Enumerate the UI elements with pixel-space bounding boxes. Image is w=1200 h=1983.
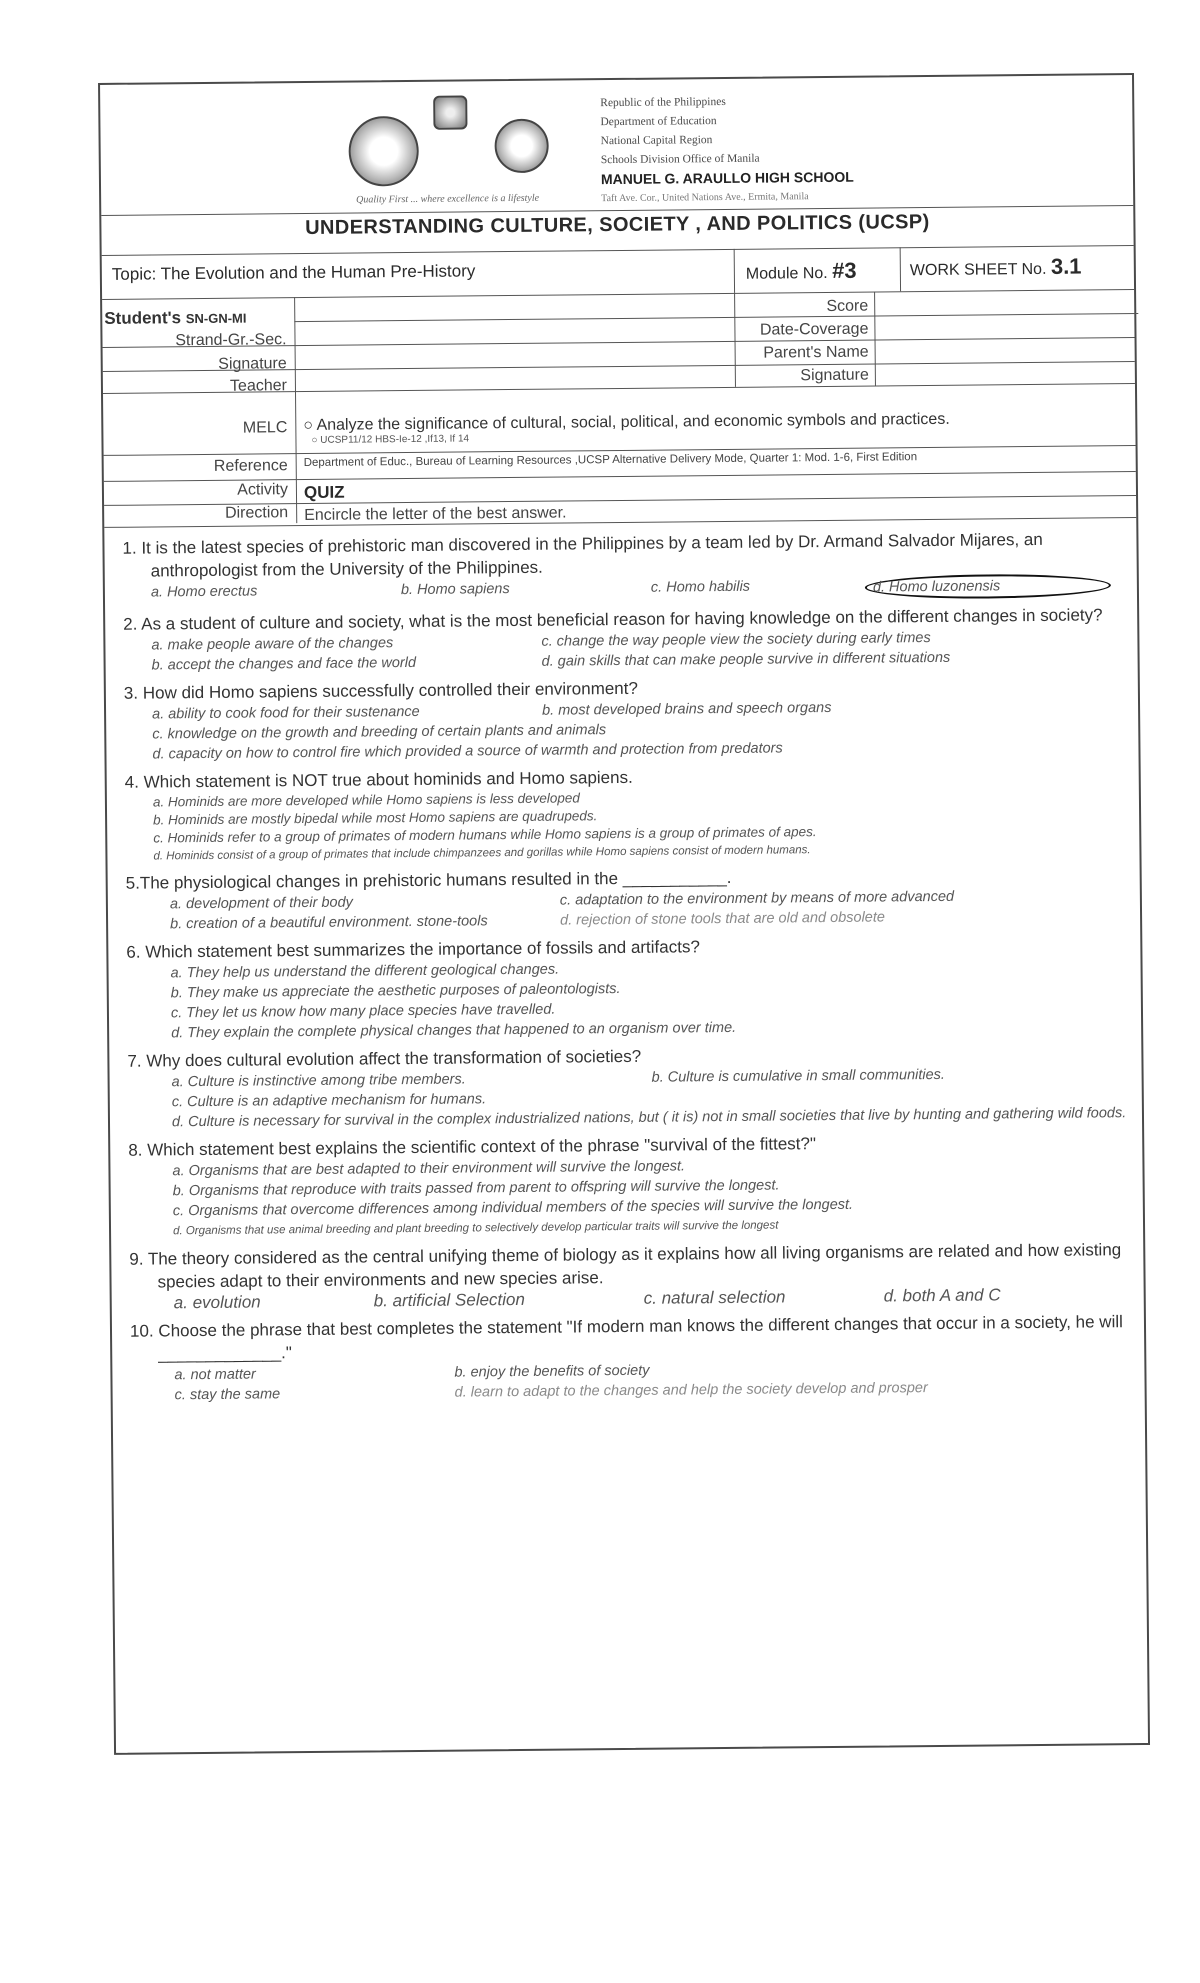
topic: Topic: The Evolution and the Human Pre-History — [111, 261, 476, 284]
option[interactable]: a. development of their body — [169, 894, 353, 913]
option[interactable]: b. accept the changes and face the world — [151, 654, 417, 674]
question-stem: 5.The physiological changes in prehistoric humans resulted in the ___________. — [125, 867, 732, 893]
question-7 — [127, 1040, 1138, 1133]
option[interactable]: c. adaptation to the environment by means of more advanced — [559, 888, 955, 909]
question-1 — [122, 527, 1133, 607]
parent-signature-label: Signature — [800, 366, 869, 385]
option[interactable]: b. most developed brains and speech organs — [541, 699, 832, 719]
divider — [734, 249, 735, 293]
question-stem: 6. Which statement best summarizes the importance of fossils and artifacts? — [126, 937, 700, 962]
activity-text: QUIZ — [303, 482, 345, 503]
direction-label: Direction — [224, 504, 289, 522]
question-10 — [130, 1310, 1141, 1406]
question-stem: 4. Which statement is NOT true about hominids and Homo sapiens. — [124, 767, 633, 792]
option[interactable]: c. natural selection — [643, 1287, 786, 1308]
question-stem: 1. It is the latest species of prehistoric man discovered in the Philippines by a team led by Dr. Armand Salvador Mijares, an anthropologist from the University of the Philippines. — [122, 529, 1043, 581]
divider — [294, 313, 1138, 322]
option[interactable]: a. evolution — [173, 1292, 261, 1313]
school-motto: Quality First ... where excellence is a lifestyle — [356, 192, 540, 206]
option[interactable]: c. They let us know how many place species have travelled. — [170, 1001, 556, 1022]
teacher-label: Teacher — [229, 377, 288, 395]
option[interactable]: d. Culture is necessary for survival in the complex industrialized nations, but ( it is) not in small societies that live by hunting and gathering wild foods. — [171, 1105, 1127, 1131]
agency-block — [600, 92, 854, 208]
direction-text: Encircle the letter of the best answer. — [304, 504, 567, 525]
option[interactable]: b. Hominids are mostly bipedal while most Homo sapiens are quadrupeds. — [153, 808, 598, 828]
option[interactable]: c. Homo habilis — [650, 578, 751, 596]
question-stem: 9. The theory considered as the central unifying theme of biology as it explains how all living organisms are related and how existing species adapt to their environments and new species arise. — [129, 1240, 1122, 1292]
option[interactable]: a. not matter — [174, 1366, 256, 1384]
worksheet — [98, 73, 1150, 1755]
question-stem: 10. Choose the phrase that best completes the statement "If modern man knows the different changes that occur in a society, he will _____________." — [129, 1312, 1123, 1364]
school-seal-icon — [348, 116, 419, 187]
option[interactable]: b. Organisms that reproduce with traits passed from parent to offspring will survive the longest. — [172, 1177, 780, 1200]
reference-label: Reference — [213, 457, 288, 475]
question-6 — [126, 931, 1137, 1044]
division-seal-icon — [494, 119, 549, 174]
question-list — [122, 527, 1140, 1412]
option[interactable]: b. Culture is cumulative in small communities. — [651, 1066, 945, 1086]
option[interactable]: d. learn to adapt to the changes and help the society develop and prosper — [454, 1380, 928, 1401]
agency-line: Department of Education — [600, 115, 717, 129]
subject-title: UNDERSTANDING CULTURE, SOCIETY , AND POLITICS (UCSP) — [305, 210, 930, 239]
agency-line: Schools Division Office of Manila — [600, 152, 760, 167]
agency-line: National Capital Region — [600, 134, 713, 148]
option[interactable]: d. both A and C — [883, 1285, 1001, 1306]
option[interactable]: c. stay the same — [174, 1386, 281, 1404]
question-stem: 2. As a student of culture and society, what is the most beneficial reason for having knowledge on the different changes in society? — [123, 605, 1103, 634]
agency-line: Republic of the Philippines — [600, 95, 726, 110]
question-5 — [126, 862, 1137, 935]
question-9 — [129, 1238, 1140, 1314]
option[interactable]: a. Hominids are more developed while Homo sapiens is less developed — [152, 790, 580, 810]
melc-label: MELC — [242, 419, 288, 437]
option[interactable]: c. change the way people view the society during early times — [541, 630, 931, 650]
score-label: Score — [826, 297, 869, 315]
signature-label: Signature — [218, 355, 287, 373]
reference-text: Department of Educ., Bureau of Learning Resources ,UCSP Alternative Delivery Mode, Quarter 1: Mod. 1-6, First Edition — [303, 451, 918, 470]
parents-name-label: Parent's Name — [763, 343, 869, 362]
option[interactable]: c. knowledge on the growth and breeding of certain plants and animals — [152, 722, 607, 743]
activity-label: Activity — [237, 481, 289, 499]
module-number: Module No. #3 — [745, 257, 857, 283]
divider — [102, 289, 1134, 300]
option[interactable]: c. Organisms that overcome differences among individual members of the species will survive the longest. — [172, 1196, 854, 1220]
question-3 — [124, 672, 1135, 765]
letterhead — [100, 75, 1133, 216]
date-coverage-label: Date-Coverage — [759, 320, 869, 339]
option[interactable]: a. Culture is instinctive among tribe members. — [171, 1071, 466, 1091]
divider — [900, 247, 901, 291]
melc-text: ○ Analyze the significance of cultural, social, political, and economic symbols and practices. ○ UCSP11/12 HBS-Ie-12 ,If13, If 14 — [303, 410, 950, 446]
option[interactable]: d. Organisms that use animal breeding and plant breeding to selectively develop particular traits will survive the longest — [172, 1219, 779, 1238]
option[interactable]: d. They explain the complete physical changes that happened to an organism over time. — [171, 1019, 737, 1042]
option[interactable]: c. Hominids refer to a group of primates of modern humans while Homo sapiens is a group of primates of apes. — [153, 824, 817, 846]
option[interactable]: b. Homo sapiens — [400, 581, 510, 599]
selected-answer[interactable]: d. Homo luzonensis — [865, 573, 1111, 599]
option[interactable]: c. Culture is an adaptive mechanism for humans. — [171, 1091, 487, 1111]
question-stem: 3. How did Homo sapiens successfully controlled their environment? — [123, 678, 638, 703]
option[interactable]: a. They help us understand the different geological changes. — [170, 961, 560, 982]
question-stem: 8. Which statement best explains the scientific context of the phrase "survival of the fittest?" — [128, 1134, 817, 1160]
option[interactable]: a. Organisms that are best adapted to their environment will survive the longest. — [172, 1158, 686, 1180]
option[interactable]: d. gain skills that can make people survive in different situations — [541, 649, 951, 670]
option[interactable]: d. Hominids consist of a group of primates that include chimpanzees and gorillas while Homo sapiens consist of modern humans. — [153, 844, 811, 863]
student-name-label: Student's SN-GN-MI — [104, 308, 247, 328]
question-2 — [123, 603, 1134, 676]
deped-seal-icon — [433, 95, 467, 129]
option[interactable]: d. rejection of stone tools that are old and obsolete — [560, 909, 886, 929]
worksheet-number: WORK SHEET No. 3.1 — [909, 253, 1082, 280]
school-address: Taft Ave. Cor., United Nations Ave., Ermita, Manila — [601, 191, 809, 205]
option[interactable]: b. creation of a beautiful environment. stone-tools — [170, 913, 488, 933]
option[interactable]: a. make people aware of the changes — [151, 635, 394, 654]
option[interactable]: a. Homo erectus — [150, 583, 258, 601]
option[interactable]: a. ability to cook food for their sustenance — [152, 703, 420, 723]
school-name: MANUEL G. ARAULLO HIGH SCHOOL — [600, 168, 854, 188]
question-4 — [125, 761, 1136, 866]
question-8 — [128, 1129, 1139, 1242]
option[interactable]: b. artificial Selection — [373, 1289, 525, 1311]
option[interactable]: b. enjoy the benefits of society — [454, 1362, 650, 1381]
divider — [294, 297, 297, 523]
option[interactable]: d. capacity on how to control fire which provided a source of warmth and protection from predators — [152, 740, 783, 763]
strand-label: Strand-Gr.-Sec. — [175, 331, 287, 350]
question-stem: 7. Why does cultural evolution affect the transformation of societies? — [127, 1046, 642, 1071]
option[interactable]: b. They make us appreciate the aesthetic purposes of paleontologists. — [170, 980, 621, 1002]
